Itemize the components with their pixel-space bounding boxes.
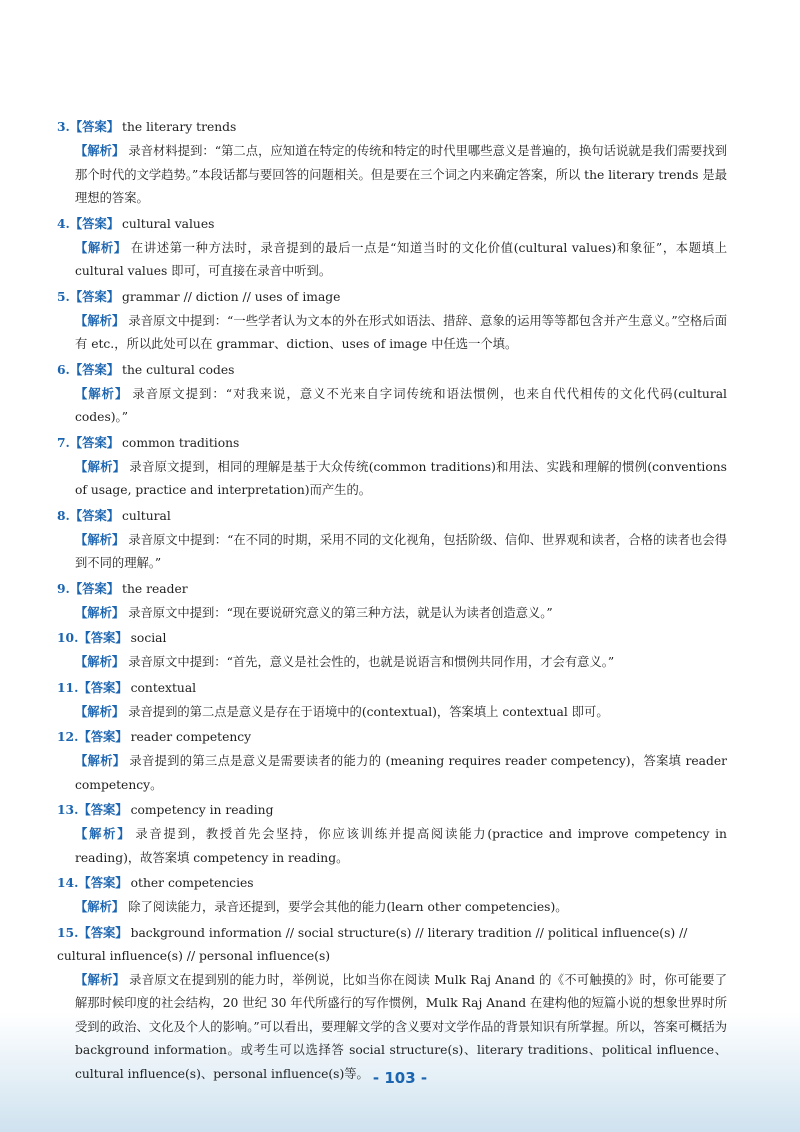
answer-text: the cultural codes: [122, 362, 235, 377]
answer-tag: 【答案】: [69, 434, 120, 450]
answer-line: [57, 577, 727, 601]
page-number: - 103 -: [372, 1069, 428, 1087]
answer-tag: 【答案】: [69, 215, 120, 231]
answer-item-10: [57, 626, 727, 675]
answer-text: the reader: [122, 581, 188, 596]
answer-tag: 【答案】: [78, 802, 128, 817]
explanation: [57, 650, 727, 675]
explanation-text: 录音提到，教授首先会坚持，你应该训练并提高阅读能力(practice and improve competency in reading)，故答案填 competency in reading。: [75, 827, 727, 865]
explanation-tag: 【解析】: [75, 239, 127, 255]
explanation-tag: 【解析】: [75, 312, 125, 328]
answer-line: [57, 626, 727, 650]
item-number: 15.: [57, 924, 79, 940]
item-number: 5.: [57, 288, 70, 304]
item-number: 10.: [57, 630, 79, 645]
answer-item-14: [57, 871, 727, 920]
answer-line: [57, 358, 727, 382]
explanation: [57, 382, 727, 430]
answer-text: reader competency: [130, 730, 252, 744]
explanation: [57, 700, 727, 725]
explanation-tag: 【解析】: [75, 826, 132, 841]
explanation-text: 录音原文中提到：“首先，意义是社会性的，也就是说语言和惯例共同作用，才会有意义。”: [128, 655, 615, 669]
answer-text: cultural: [122, 508, 171, 523]
item-number: 3.: [57, 119, 70, 134]
answer-line: [57, 431, 727, 455]
answer-tag: 【答案】: [78, 924, 128, 940]
explanation-text: 录音材料提到：“第二点，应知道在特定的传统和特定的时代里哪些意义是普遍的，换句话说就是我们需要找到那个时代的文学趋势。”本段话都与要回答的问题相关。但是要在三个词之内来确定答案，所以 the literary trends 是最理想的答案。: [75, 144, 727, 205]
answer-line: [57, 921, 727, 968]
explanation-text: 在讲述第一种方法时，录音提到的最后一点是“知道当时的文化价值(cultural values)和象征”，本题填上 cultural values 即可，可直接在录音中听到。: [75, 240, 727, 278]
item-number: 14.: [57, 875, 79, 890]
explanation-tag: 【解析】: [75, 753, 126, 768]
answer-line: [57, 725, 727, 749]
item-number: 4.: [57, 215, 70, 231]
explanation-text: 录音原文提到，相同的理解是基于大众传统(common traditions)和用法、实践和理解的惯例(conventions of usage, practice and interpretation)而产生的。: [75, 459, 727, 497]
answer-item-3: [57, 115, 727, 211]
answer-key-list: [57, 115, 727, 1087]
explanation-tag: 【解析】: [75, 531, 125, 547]
explanation-text: 录音原文中提到：“在不同的时期，采用不同的文化视角，包括阶级、信仰、世界观和读者，合格的读者也会得到不同的理解。”: [75, 532, 727, 570]
item-number: 13.: [57, 802, 79, 817]
answer-text: social: [130, 631, 167, 645]
explanation: [57, 528, 727, 576]
answer-text: background information // social structure(s) // literary tradition // political influence(s) // cultural influence(s) // personal influence(s): [57, 925, 688, 963]
answer-item-7: [57, 431, 727, 503]
answer-item-6: [57, 358, 727, 430]
answer-tag: 【答案】: [78, 630, 128, 645]
explanation-text: 录音原文提到：“对我来说，意义不光来自字词传统和语法惯例，也来自代代相传的文化代码(cultural codes)。”: [75, 386, 727, 424]
answer-tag: 【答案】: [78, 679, 128, 695]
answer-line: [57, 676, 727, 700]
answer-text: common traditions: [122, 435, 240, 450]
answer-item-4: [57, 212, 727, 284]
answer-tag: 【答案】: [78, 729, 128, 744]
answer-text: grammar // diction // uses of image: [122, 289, 341, 304]
explanation-tag: 【解析】: [75, 899, 125, 914]
explanation-text: 录音原文中提到：“一些学者认为文本的外在形式如语法、措辞、意象的运用等等都包含并产生意义。”空格后面有 etc.，所以此处可以在 grammar、diction、uses of image 中任选一个填。: [75, 313, 727, 351]
explanation: [57, 455, 727, 503]
explanation-text: 录音提到的第三点是意义是需要读者的能力的 (meaning requires reader competency)，答案填 reader competency。: [75, 754, 727, 792]
explanation-tag: 【解析】: [75, 971, 126, 987]
answer-line: [57, 115, 727, 139]
explanation-text: 录音提到的第二点是意义是存在于语境中的(contextual)，答案填上 contextual 即可。: [128, 704, 609, 719]
answer-text: cultural values: [122, 216, 215, 231]
answer-item-8: [57, 504, 727, 576]
answer-tag: 【答案】: [69, 507, 120, 523]
explanation: [57, 601, 727, 626]
explanation: [57, 822, 727, 870]
answer-text: other competencies: [130, 876, 254, 890]
explanation: [57, 895, 727, 920]
answer-line: [57, 798, 727, 822]
explanation-tag: 【解析】: [75, 654, 125, 669]
item-number: 8.: [57, 507, 70, 523]
explanation-tag: 【解析】: [75, 703, 125, 719]
answer-tag: 【答案】: [69, 288, 120, 304]
answer-item-13: [57, 798, 727, 870]
explanation: [57, 139, 727, 211]
explanation: [57, 309, 727, 357]
answer-item-11: [57, 676, 727, 725]
explanation-text: 录音原文在提到别的能力时，举例说，比如当你在阅读 Mulk Raj Anand 的《不可触摸的》时，你可能要了解那时候印度的社会结构，20 世纪 30 年代所盛行的写作惯例，Mulk Raj Anand 在建构他的短篇小说的想象世界时所受到的政治、文化及个人的影响。”可以看出，要理解文学的含义要对文学作品的背景知识有所掌握。所以，答案可概括为 background information。或考生可以选择答 social structure(s)、literary traditions、political influence、cultural influence(s)、personal influence(s)等。: [75, 972, 727, 1081]
answer-line: [57, 285, 727, 309]
answer-item-9: [57, 577, 727, 626]
answer-line: [57, 504, 727, 528]
answer-item-5: [57, 285, 727, 357]
explanation: [57, 236, 727, 284]
answer-text: competency in reading: [130, 803, 274, 817]
answer-item-15: [57, 921, 727, 1087]
item-number: 6.: [57, 361, 70, 377]
item-number: 7.: [57, 434, 70, 450]
answer-item-12: [57, 725, 727, 797]
answer-line: [57, 212, 727, 236]
explanation-text: 录音原文中提到：“现在要说研究意义的第三种方法，就是认为读者创造意义。”: [128, 605, 553, 620]
answer-text: contextual: [130, 680, 197, 695]
answer-text: the literary trends: [122, 120, 237, 134]
item-number: 9.: [57, 580, 70, 596]
explanation-tag: 【解析】: [75, 458, 126, 474]
answer-tag: 【答案】: [69, 580, 120, 596]
explanation-tag: 【解析】: [75, 143, 125, 158]
item-number: 11.: [57, 679, 79, 695]
explanation-tag: 【解析】: [75, 604, 125, 620]
explanation-tag: 【解析】: [75, 385, 129, 401]
explanation-text: 除了阅读能力，录音还提到，要学会其他的能力(learn other competencies)。: [128, 900, 568, 914]
answer-tag: 【答案】: [69, 361, 120, 377]
explanation: [57, 749, 727, 797]
answer-tag: 【答案】: [78, 875, 128, 890]
answer-tag: 【答案】: [69, 119, 120, 134]
item-number: 12.: [57, 729, 79, 744]
answer-line: [57, 871, 727, 895]
